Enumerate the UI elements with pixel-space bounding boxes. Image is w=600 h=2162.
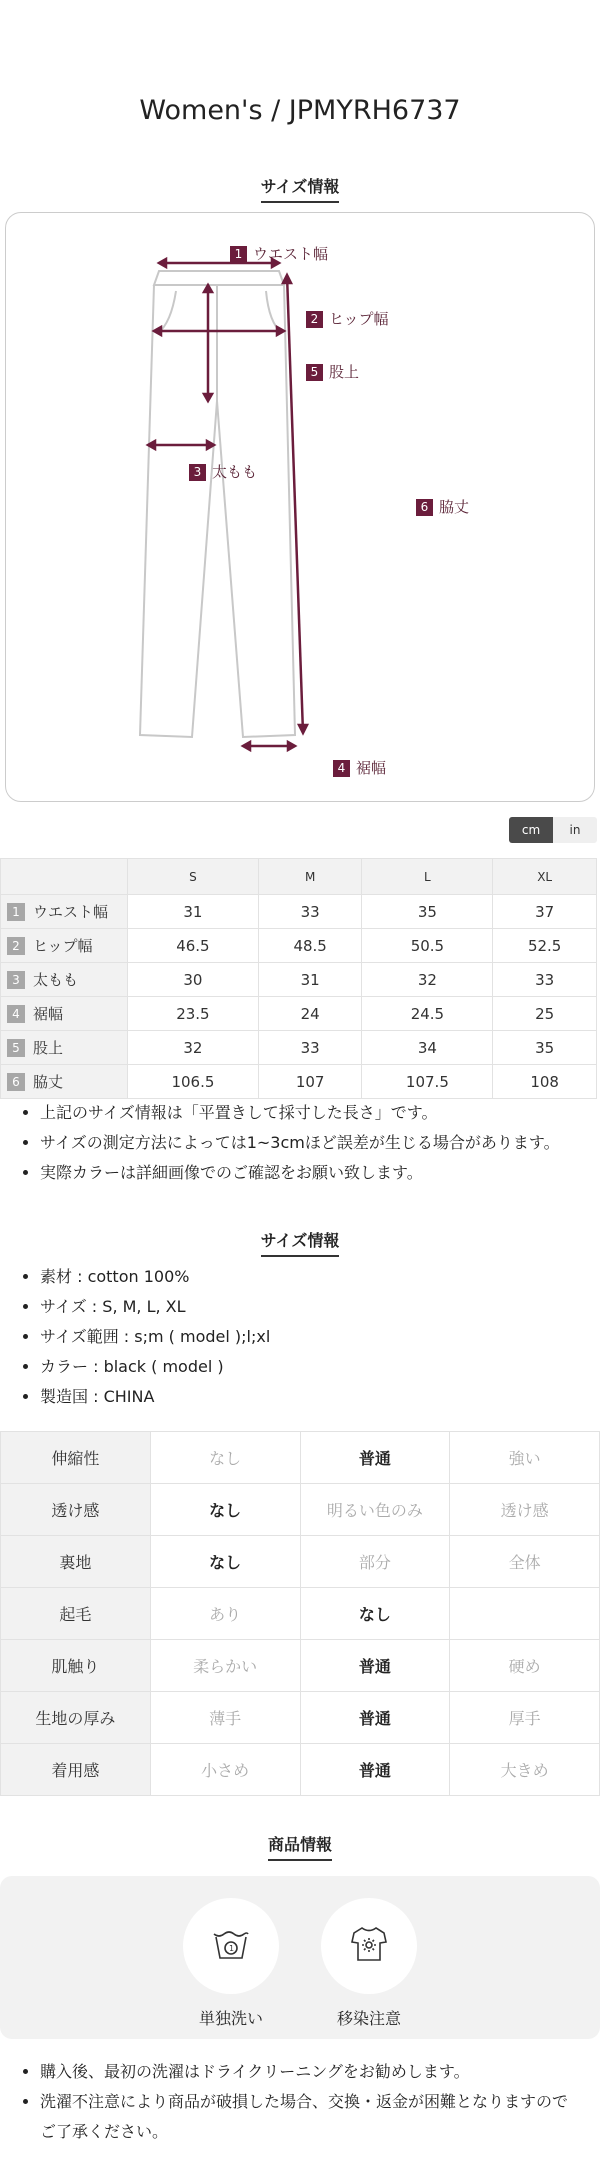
table-cell: 24.5 [362, 997, 493, 1031]
feel-option-selected: なし [300, 1588, 450, 1640]
feel-option-selected: 普通 [300, 1432, 450, 1484]
pants-illustration [6, 213, 596, 803]
label-side-length: 6 脇丈 [416, 496, 469, 517]
table-cell: 52.5 [493, 929, 597, 963]
label-hip: 2 ヒップ幅 [306, 308, 389, 329]
feel-option: なし [150, 1432, 300, 1484]
feel-option: あり [150, 1588, 300, 1640]
table-row [1, 1065, 597, 1099]
feel-option: 全体 [450, 1536, 600, 1588]
feel-label: 起毛 [1, 1588, 151, 1640]
feel-label: 裏地 [1, 1536, 151, 1588]
svg-text:1: 1 [229, 1944, 235, 1953]
feel-option: 硬め [450, 1640, 600, 1692]
row-label: 5 股上 [1, 1031, 128, 1065]
table-row [1, 1031, 597, 1065]
page-title: Women's / JPMYRH6737 [139, 95, 461, 126]
feel-label: 伸縮性 [1, 1432, 151, 1484]
care-label: 単独洗い [198, 2009, 263, 2028]
spec-heading: サイズ情報 [0, 1228, 600, 1257]
label-rise: 5 股上 [306, 361, 359, 382]
list-item: • 洗濯不注意により商品が破損した場合、交換・返金が困難となりますので [40, 2087, 568, 2117]
list-item: • 素材 : cotton 100% [40, 1262, 270, 1292]
table-row [1, 1640, 600, 1692]
size-table-header [1, 859, 597, 895]
table-cell: 34 [362, 1031, 493, 1065]
table-row [1, 1692, 600, 1744]
row-label: 4 裾幅 [1, 997, 128, 1031]
table-cell: 32 [362, 963, 493, 997]
care-panel [0, 1876, 600, 2039]
size-diagram [5, 212, 595, 802]
row-label: 3 太もも [1, 963, 128, 997]
unit-cm-button[interactable]: cm [509, 817, 553, 843]
table-cell: 107 [258, 1065, 362, 1099]
list-item: • サイズ : S, M, L, XL [40, 1292, 270, 1322]
table-row [1, 1484, 600, 1536]
table-cell: 31 [128, 895, 259, 929]
color-transfer-icon [321, 1898, 417, 1994]
feel-option: 透け感 [450, 1484, 600, 1536]
size-col-l: L [362, 859, 493, 895]
table-cell: 107.5 [362, 1065, 493, 1099]
feel-option: 小さめ [150, 1744, 300, 1796]
size-table-corner [1, 859, 128, 895]
table-row [1, 895, 597, 929]
list-item: • 購入後、最初の洗濯はドライクリーニングをお勧めします。 [40, 2057, 568, 2087]
table-cell: 24 [258, 997, 362, 1031]
feel-label: 透け感 [1, 1484, 151, 1536]
size-info-heading: サイズ情報 [0, 174, 600, 203]
care-notes [0, 2057, 568, 2147]
feel-option: 薄手 [150, 1692, 300, 1744]
list-item: • 製造国 : CHINA [40, 1382, 270, 1412]
wash-separately-icon [183, 1898, 279, 1994]
table-cell: 33 [258, 895, 362, 929]
feel-option: 明るい色のみ [300, 1484, 450, 1536]
size-col-s: S [128, 859, 259, 895]
table-cell: 46.5 [128, 929, 259, 963]
size-notes [0, 1098, 560, 1188]
table-cell: 35 [362, 895, 493, 929]
list-item: ご了承ください。 [40, 2122, 169, 2141]
size-col-m: M [258, 859, 362, 895]
feel-option-selected: 普通 [300, 1692, 450, 1744]
label-hem: 4 裾幅 [333, 757, 386, 778]
list-item: • 実際カラーは詳細画像でのご確認をお願い致します。 [40, 1158, 560, 1188]
spec-list [0, 1262, 270, 1412]
size-table [0, 858, 597, 1099]
table-row [1, 1536, 600, 1588]
care-label: 移染注意 [336, 2009, 401, 2028]
table-row [1, 1744, 600, 1796]
table-row [1, 963, 597, 997]
table-row [1, 1432, 600, 1484]
row-label: 6 脇丈 [1, 1065, 128, 1099]
table-cell: 23.5 [128, 997, 259, 1031]
list-item: • 上記のサイズ情報は「平置きして採寸した長さ」です。 [40, 1098, 560, 1128]
table-row [1, 997, 597, 1031]
table-cell: 33 [258, 1031, 362, 1065]
row-label: 2 ヒップ幅 [1, 929, 128, 963]
feel-option: 部分 [300, 1536, 450, 1588]
label-waist: 1 ウエスト幅 [230, 243, 328, 264]
table-cell: 50.5 [362, 929, 493, 963]
table-row [1, 1588, 600, 1640]
product-info-heading: 商品情報 [0, 1832, 600, 1861]
table-cell: 106.5 [128, 1065, 259, 1099]
table-cell: 35 [493, 1031, 597, 1065]
list-item: • サイズ範囲 : s;m ( model );l;xl [40, 1322, 270, 1352]
care-item-wash [181, 1898, 281, 2029]
table-cell: 37 [493, 895, 597, 929]
table-cell: 25 [493, 997, 597, 1031]
fabric-feel-table [0, 1431, 600, 1796]
table-cell: 48.5 [258, 929, 362, 963]
table-cell: 30 [128, 963, 259, 997]
unit-in-button[interactable]: in [553, 817, 597, 843]
size-col-xl: XL [493, 859, 597, 895]
unit-toggle [509, 817, 597, 843]
feel-option-selected: 普通 [300, 1744, 450, 1796]
feel-label: 生地の厚み [1, 1692, 151, 1744]
feel-option [450, 1588, 600, 1640]
feel-option: 大きめ [450, 1744, 600, 1796]
feel-label: 肌触り [1, 1640, 151, 1692]
feel-option: 柔らかい [150, 1640, 300, 1692]
feel-option: 厚手 [450, 1692, 600, 1744]
feel-label: 着用感 [1, 1744, 151, 1796]
list-item: • サイズの測定方法によっては1~3cmほど誤差が生じる場合があります。 [40, 1128, 560, 1158]
table-cell: 108 [493, 1065, 597, 1099]
care-item-transfer [319, 1898, 419, 2029]
feel-option-selected: 普通 [300, 1640, 450, 1692]
feel-option-selected: なし [150, 1484, 300, 1536]
feel-option: 強い [450, 1432, 600, 1484]
table-cell: 32 [128, 1031, 259, 1065]
list-item: • カラー : black ( model ) [40, 1352, 270, 1382]
row-label: 1 ウエスト幅 [1, 895, 128, 929]
feel-option-selected: なし [150, 1536, 300, 1588]
table-cell: 33 [493, 963, 597, 997]
table-row [1, 929, 597, 963]
label-thigh: 3 太もも [189, 461, 257, 482]
table-cell: 31 [258, 963, 362, 997]
